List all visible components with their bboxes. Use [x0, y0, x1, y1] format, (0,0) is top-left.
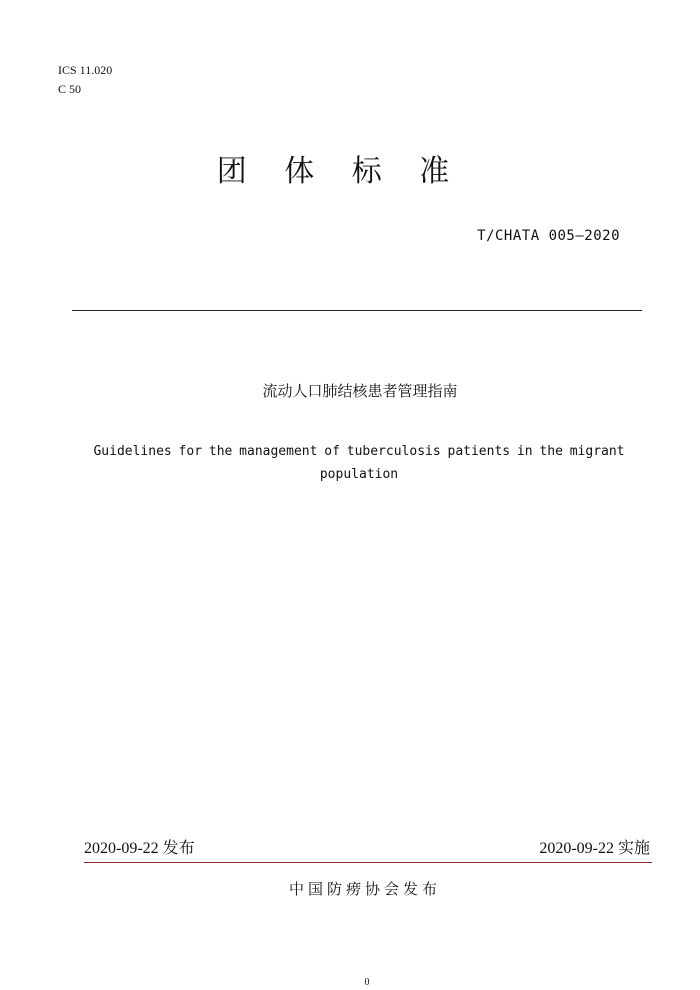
implementation-date: 2020-09-22 实施: [539, 840, 650, 857]
publish-date: 2020-09-22 发布: [84, 840, 195, 857]
document-title-english: Guidelines for the management of tuberculosis patients in the migrant population: [93, 444, 625, 482]
standard-number: T/CHATA 005—2020: [477, 228, 620, 244]
ccs-code: C 50: [58, 82, 82, 96]
standard-type-heading: 团 体 标 准: [216, 154, 464, 189]
ics-code: ICS 11.020: [58, 63, 113, 77]
footer-divider: [84, 862, 652, 863]
document-title-chinese: 流动人口肺结核患者管理指南: [262, 382, 458, 400]
page-number: 0: [364, 977, 370, 988]
publisher: 中国防痨协会发布: [288, 880, 441, 898]
header-divider: [72, 310, 642, 311]
